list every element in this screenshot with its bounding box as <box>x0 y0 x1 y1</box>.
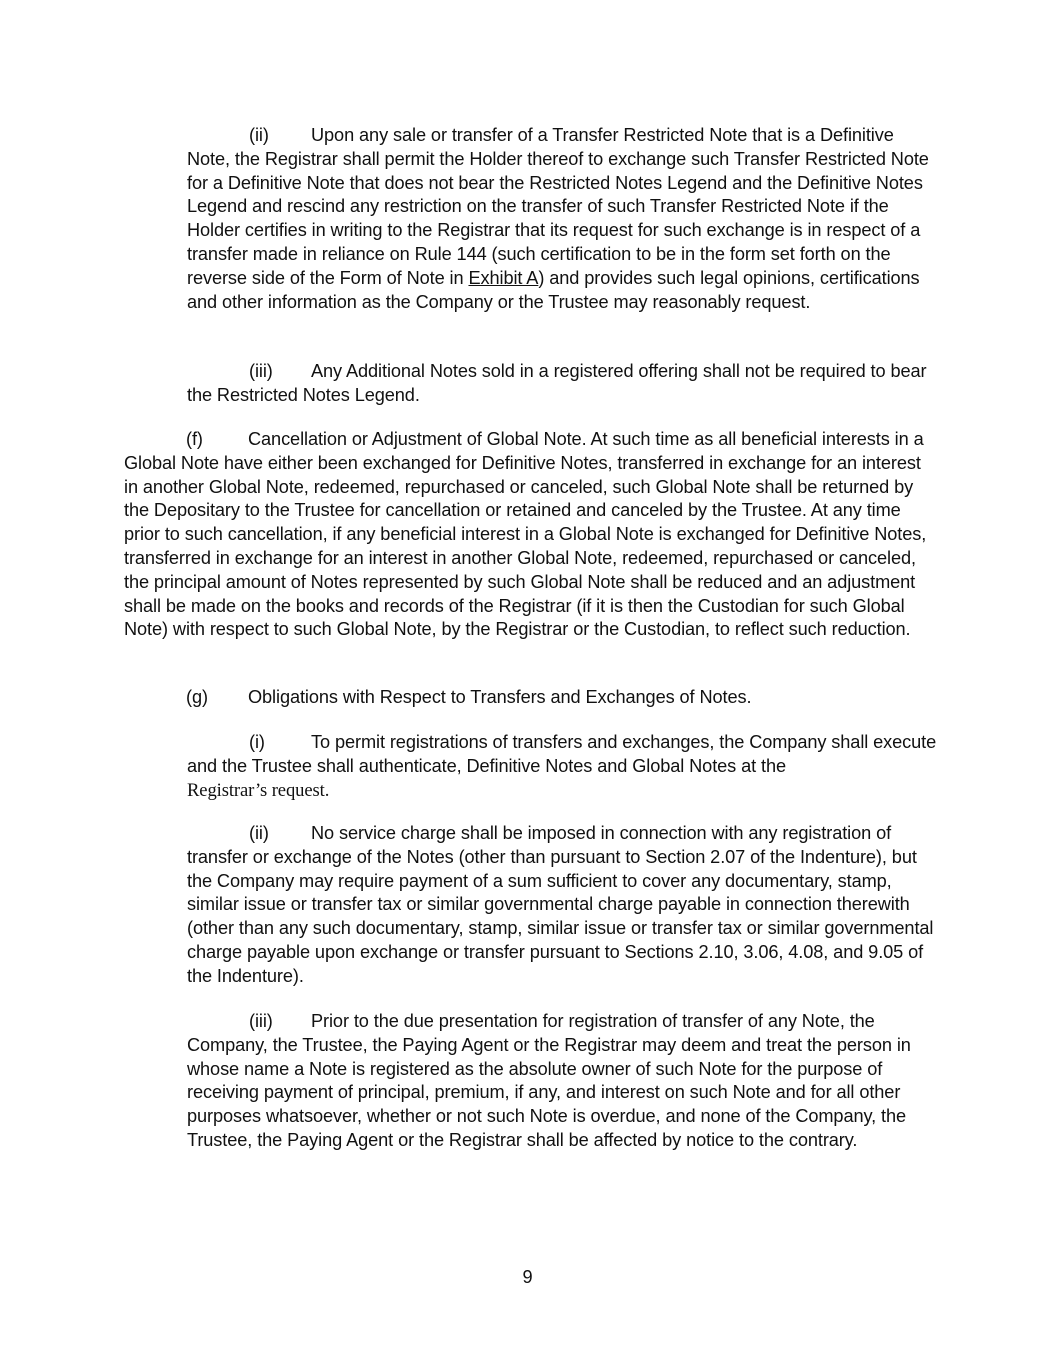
paragraph-e-iii <box>187 360 937 408</box>
paragraph-text-continued: ) and provides such legal opinions, certifications and other information as the Company or the Trustee may reasonably request. <box>187 267 920 312</box>
paragraph-marker: (ii) <box>249 823 269 843</box>
paragraph-marker: (f) <box>186 429 203 449</box>
page-number: 9 <box>522 1267 533 1287</box>
paragraph-marker: (iii) <box>249 1011 273 1031</box>
paragraph-text: No service charge shall be imposed in connection with any registration of transfer or exchange of the Notes (other than pursuant to Section 2.07 of the Indenture), but the Company may require payment of a sum sufficient to cover any documentary, stamp, similar issue or transfer tax or similar governmental charge payable in connection therewith (other than any such documentary, stamp, similar issue or transfer tax or similar governmental charge payable upon exchange or transfer pursuant to Sections 2.10, 3.06, 4.08, and 9.05 of the Indenture). <box>187 823 934 986</box>
paragraph-g-i <box>187 731 937 802</box>
paragraph-text: Any Additional Notes sold in a registered offering shall not be required to bear the Restricted Notes Legend. <box>187 361 927 405</box>
paragraph-text: Prior to the due presentation for registration of transfer of any Note, the Company, the Trustee, the Paying Agent or the Registrar may deem and treat the person in whose name a Note is registered as the absolute owner of such Note for the purpose of receiving payment of principal, premium, if any, and interest on such Note and for all other purposes whatsoever, whether or not such Note is overdue, and none of the Company, the Trustee, the Paying Agent or the Registrar shall be affected by notice to the contrary. <box>187 1011 911 1150</box>
paragraph-marker: (ii) <box>249 125 269 145</box>
paragraph-text: To permit registrations of transfers and exchanges, the Company shall execute and the Trustee shall authenticate, Definitive Notes and Global Notes at the <box>187 732 937 776</box>
paragraph-heading: Obligations with Respect to Transfers and Exchanges of Notes. <box>248 687 752 707</box>
paragraph-g <box>124 686 936 710</box>
paragraph-g-ii <box>187 822 937 989</box>
exhibit-a-link[interactable]: Exhibit A <box>468 267 539 288</box>
paragraph-e-ii <box>187 124 937 314</box>
paragraph-marker: (g) <box>186 687 208 707</box>
paragraph-g-iii <box>187 1010 937 1153</box>
paragraph-text-tail: Registrar’s request. <box>187 779 330 801</box>
paragraph-marker: (i) <box>249 732 265 752</box>
paragraph-text: Upon any sale or transfer of a Transfer Restricted Note that is a Definitive Note, the Registrar shall permit the Holder thereof to exchange such Transfer Restricted Note for a Definitive Note that does not bear the Restricted Notes Legend and the Definitive Notes Legend and rescind any restriction on the transfer of such Transfer Restricted Note if the Holder certifies in writing to the Registrar that its request for such exchange is in respect of a transfer made in reliance on Rule 144 (such certification to be in the form set forth on the reverse side of the Form of Note in <box>187 125 929 288</box>
paragraph-text: Cancellation or Adjustment of Global Note. At such time as all beneficial interests in a Global Note have either been exchanged for Definitive Notes, transferred in exchange for an interest in another Global Note, redeemed, repurchased or canceled, such Global Note shall be returned by the Depositary to the Trustee for cancellation or retained and canceled by the Trustee. At any time prior to such cancellation, if any beneficial interest in a Global Note is exchanged for Definitive Notes, transferred in exchange for an interest in another Global Note, redeemed, repurchased or canceled, the principal amount of Notes represented by such Global Note shall be reduced and an adjustment shall be made on the books and records of the Registrar (if it is then the Custodian for such Global Note) with respect to such Global Note, by the Registrar or the Custodian, to reflect such reduction. <box>124 429 927 640</box>
paragraph-f <box>124 428 936 642</box>
paragraph-marker: (iii) <box>249 361 273 381</box>
